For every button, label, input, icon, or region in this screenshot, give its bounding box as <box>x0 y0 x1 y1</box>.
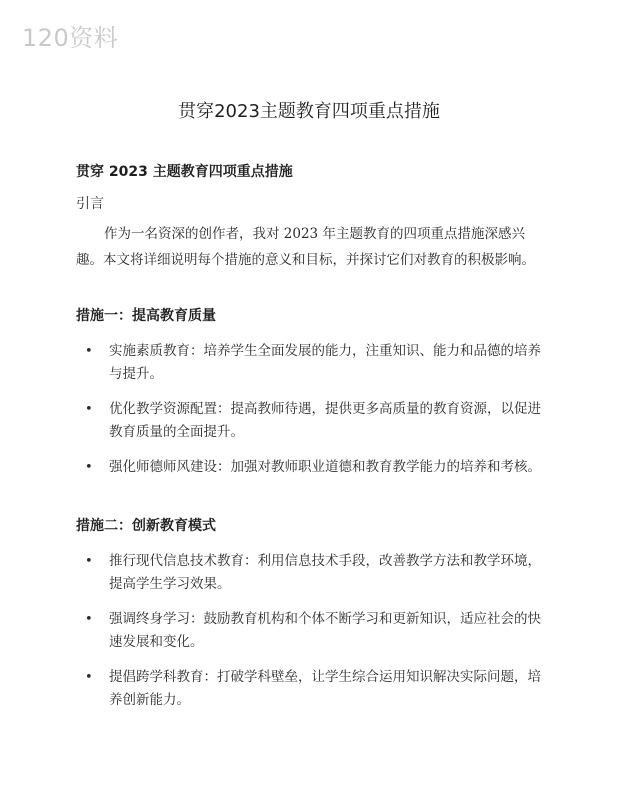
list-item-text: 提倡跨学科教育：打破学科壁垒，让学生综合运用知识解决实际问题，培养创新能力。 <box>109 669 541 708</box>
watermark: 120资料 <box>22 24 119 52</box>
list-item <box>76 456 546 479</box>
list-item <box>76 550 546 596</box>
intro-paragraph: 作为一名资深的创作者，我对 2023 年主题教育的四项重点措施深感兴趣。本文将详细说明每个措施的意义和目标，并探讨它们对教育的积极影响。 <box>76 226 535 268</box>
bullet-icon: • <box>85 402 93 417</box>
list-item-text: 强调终身学习：鼓励教育机构和个体不断学习和更新知识，适应社会的快速发展和变化。 <box>109 611 541 650</box>
list-item-text: 强化师德师风建设：加强对教师职业道德和教育教学能力的培养和考核。 <box>109 459 541 475</box>
measure-2-heading: 措施二：创新教育模式 <box>76 518 216 534</box>
bullet-icon: • <box>85 460 93 475</box>
intro-label: 引言 <box>76 196 104 212</box>
list-item-text: 优化教学资源配置：提高教师待遇，提供更多高质量的教育资源，以促进教育质量的全面提升。 <box>109 401 541 440</box>
measure-2-list <box>76 550 546 724</box>
list-item <box>76 398 546 444</box>
bullet-icon: • <box>85 344 93 359</box>
bullet-icon: • <box>85 612 93 627</box>
section-title: 贯穿 2023 主题教育四项重点措施 <box>76 164 293 180</box>
bullet-icon: • <box>85 554 93 569</box>
list-item <box>76 666 546 712</box>
list-item-text: 实施素质教育：培养学生全面发展的能力，注重知识、能力和品德的培养与提升。 <box>109 343 541 382</box>
document-title: 贯穿2023主题教育四项重点措施 <box>178 101 440 122</box>
bullet-icon: • <box>85 670 93 685</box>
list-item <box>76 340 546 386</box>
list-item-text: 推行现代信息技术教育：利用信息技术手段，改善教学方法和教学环境，提高学生学习效果。 <box>109 553 541 592</box>
list-item <box>76 608 546 654</box>
measure-1-heading: 措施一：提高教育质量 <box>76 308 216 324</box>
measure-1-list <box>76 340 546 491</box>
